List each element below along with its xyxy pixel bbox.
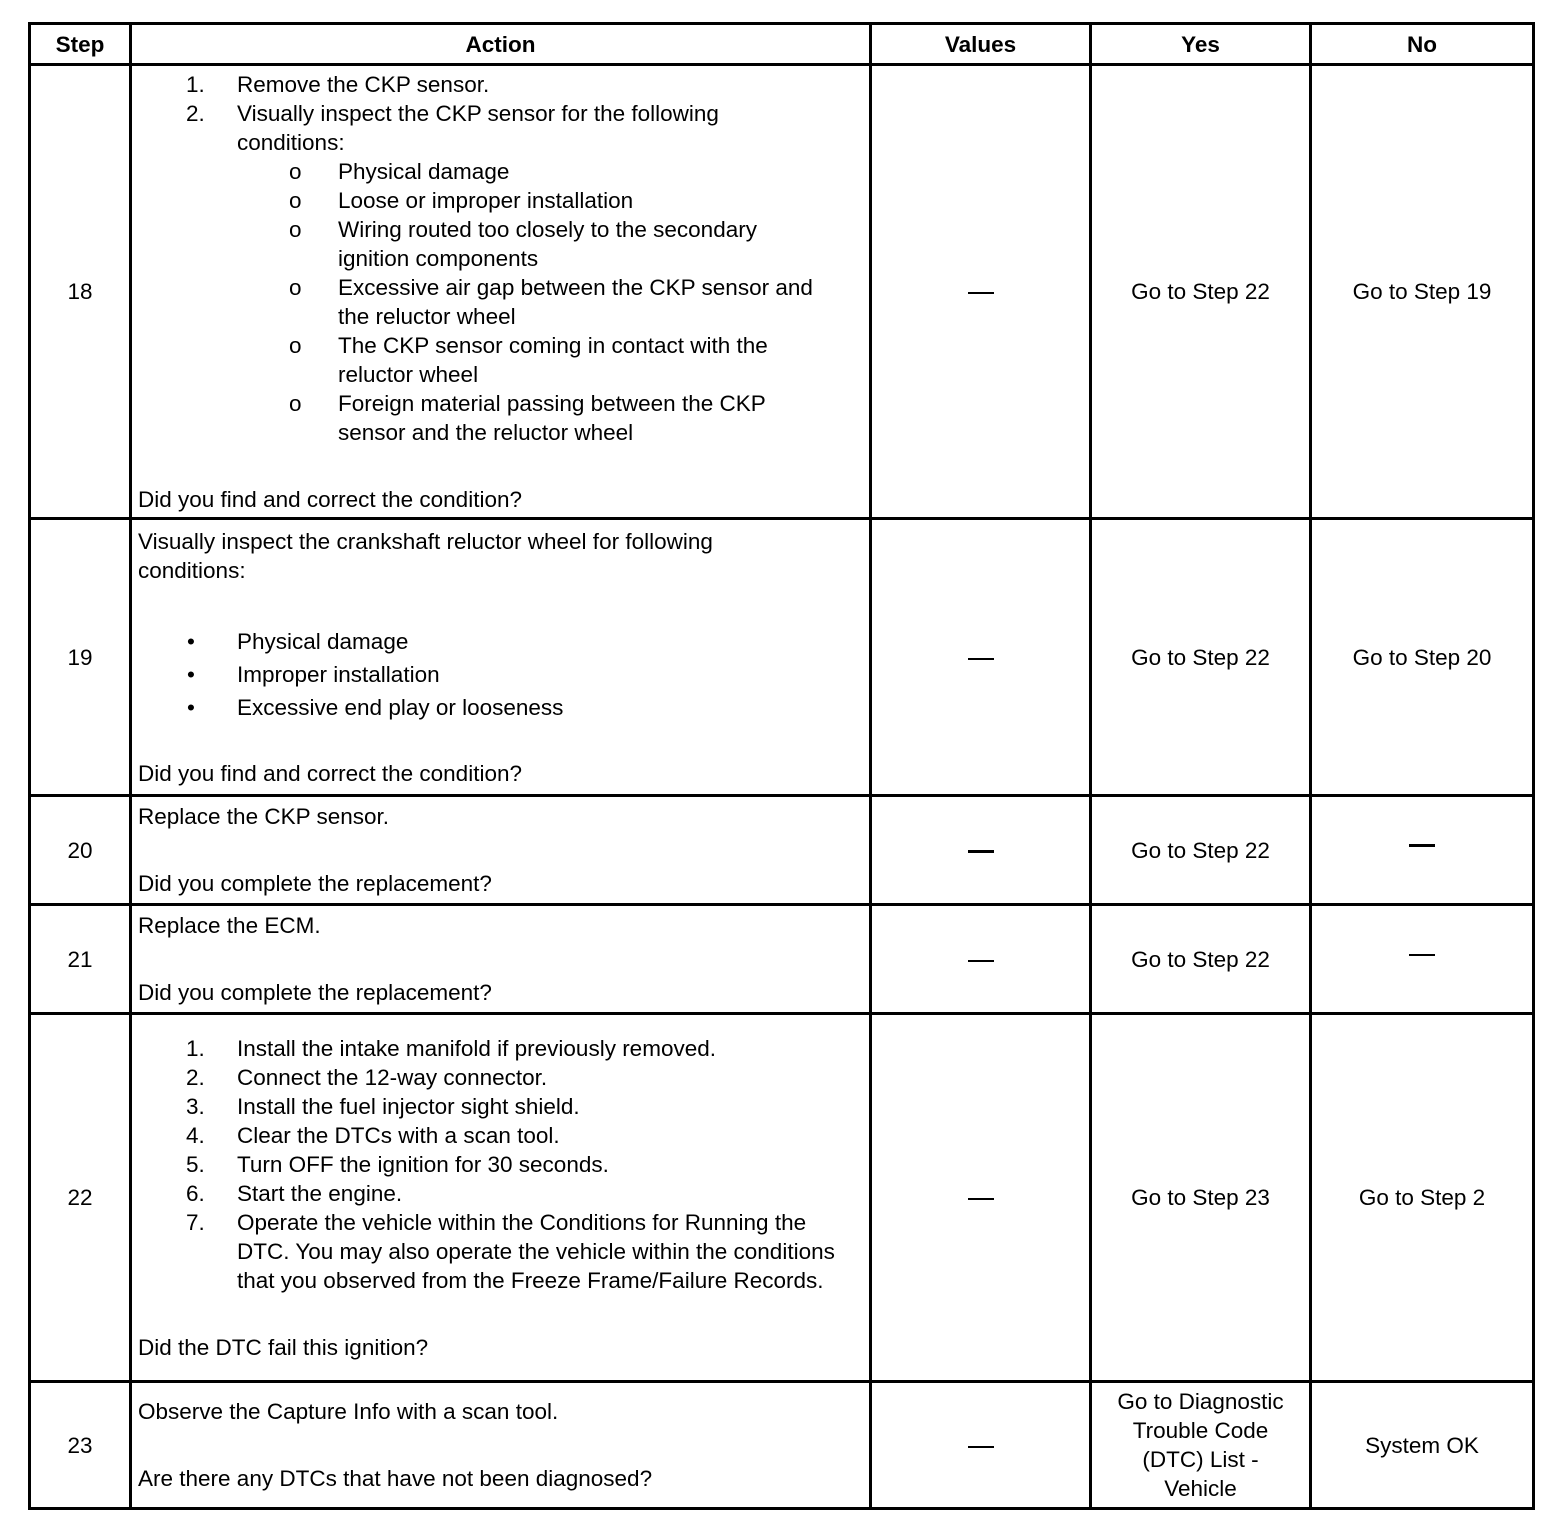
no-cell bbox=[1311, 796, 1534, 905]
header-step: Step bbox=[30, 24, 131, 65]
step-number: 21 bbox=[30, 905, 131, 1014]
list-item: 1. Install the intake manifold if previously removed. bbox=[186, 1035, 716, 1061]
list-item: 2. Visually inspect the CKP sensor for the following conditions: bbox=[186, 100, 719, 155]
question-text: Did you find and correct the condition? bbox=[138, 760, 522, 786]
action-cell bbox=[131, 905, 871, 1014]
table-row-step-18 bbox=[30, 65, 1534, 519]
list-item: • Physical damage bbox=[187, 628, 409, 654]
bullet-list bbox=[138, 625, 863, 724]
header-yes: Yes bbox=[1091, 24, 1311, 65]
list-item: o The CKP sensor coming in contact with the reluctor wheel bbox=[289, 332, 768, 387]
action-cell bbox=[131, 65, 871, 519]
values-cell bbox=[871, 796, 1091, 905]
no-cell: Go to Step 19 bbox=[1311, 65, 1534, 519]
yes-cell: Go to Step 22 bbox=[1091, 905, 1311, 1014]
question-text: Did the DTC fail this ignition? bbox=[138, 1334, 429, 1360]
diagnostic-table bbox=[28, 22, 1535, 1510]
values-cell bbox=[871, 519, 1091, 796]
no-cell: System OK bbox=[1311, 1382, 1534, 1509]
question-text: Did you complete the replacement? bbox=[138, 980, 492, 1005]
numbered-list bbox=[138, 70, 863, 157]
list-item: • Excessive end play or looseness bbox=[187, 694, 564, 720]
action-text: Replace the CKP sensor. bbox=[138, 804, 389, 829]
question-text: Are there any DTCs that have not been diagnosed? bbox=[138, 1466, 653, 1491]
em-dash bbox=[1409, 954, 1435, 956]
step-number: 19 bbox=[30, 519, 131, 796]
action-cell bbox=[131, 796, 871, 905]
list-item: 4. Clear the DTCs with a scan tool. bbox=[186, 1122, 560, 1148]
yes-cell: Go to Diagnostic Trouble Code (DTC) List - Vehicle bbox=[1091, 1382, 1311, 1509]
no-cell: Go to Step 20 bbox=[1311, 519, 1534, 796]
intro-text: Visually inspect the crankshaft reluctor wheel for following conditions: bbox=[138, 528, 713, 583]
sub-list bbox=[138, 157, 863, 447]
numbered-list bbox=[138, 1034, 863, 1295]
list-item: 5. Turn OFF the ignition for 30 seconds. bbox=[186, 1151, 609, 1177]
step-number: 23 bbox=[30, 1382, 131, 1509]
values-cell bbox=[871, 905, 1091, 1014]
em-dash bbox=[968, 1446, 994, 1448]
action-text: Observe the Capture Info with a scan tool. bbox=[138, 1399, 559, 1424]
no-cell: Go to Step 2 bbox=[1311, 1014, 1534, 1382]
list-item: o Physical damage bbox=[289, 158, 510, 184]
em-dash bbox=[968, 1198, 994, 1200]
em-dash bbox=[968, 850, 994, 853]
em-dash bbox=[968, 960, 994, 962]
step-number: 22 bbox=[30, 1014, 131, 1382]
header-row bbox=[30, 24, 1534, 65]
no-cell bbox=[1311, 905, 1534, 1014]
yes-cell: Go to Step 22 bbox=[1091, 65, 1311, 519]
yes-cell: Go to Step 23 bbox=[1091, 1014, 1311, 1382]
list-item: o Wiring routed too closely to the secondary ignition components bbox=[289, 216, 757, 271]
list-item: 2. Connect the 12-way connector. bbox=[186, 1064, 548, 1090]
list-item: • Improper installation bbox=[187, 661, 440, 687]
table-row-step-23 bbox=[30, 1382, 1534, 1509]
list-item: o Foreign material passing between the CKP sensor and the reluctor wheel bbox=[289, 390, 766, 445]
em-dash bbox=[968, 292, 994, 294]
table-row-step-20 bbox=[30, 796, 1534, 905]
action-text: Replace the ECM. bbox=[138, 913, 321, 938]
table-row-step-22 bbox=[30, 1014, 1534, 1382]
header-no: No bbox=[1311, 24, 1534, 65]
list-item: 6. Start the engine. bbox=[186, 1180, 403, 1206]
values-cell bbox=[871, 1382, 1091, 1509]
action-cell bbox=[131, 1382, 871, 1509]
step-number: 18 bbox=[30, 65, 131, 519]
header-values: Values bbox=[871, 24, 1091, 65]
em-dash bbox=[1409, 844, 1435, 847]
list-item: 1. Remove the CKP sensor. bbox=[186, 71, 490, 97]
action-cell bbox=[131, 519, 871, 796]
em-dash bbox=[968, 658, 994, 660]
action-cell bbox=[131, 1014, 871, 1382]
list-item: 3. Install the fuel injector sight shield. bbox=[186, 1093, 580, 1119]
list-item: o Excessive air gap between the CKP sensor and the reluctor wheel bbox=[289, 274, 813, 329]
question-text: Did you find and correct the condition? bbox=[138, 486, 522, 512]
question-text: Did you complete the replacement? bbox=[138, 871, 492, 896]
list-item: 7. Operate the vehicle within the Conditions for Running the DTC. You may also operate the vehicle within the conditions that you observed from the Freeze Frame/Failure Records. bbox=[186, 1209, 835, 1293]
values-cell bbox=[871, 65, 1091, 519]
step-number: 20 bbox=[30, 796, 131, 905]
yes-cell: Go to Step 22 bbox=[1091, 796, 1311, 905]
table-row-step-19 bbox=[30, 519, 1534, 796]
header-action: Action bbox=[131, 24, 871, 65]
yes-cell: Go to Step 22 bbox=[1091, 519, 1311, 796]
list-item: o Loose or improper installation bbox=[289, 187, 634, 213]
values-cell bbox=[871, 1014, 1091, 1382]
table-row-step-21 bbox=[30, 905, 1534, 1014]
